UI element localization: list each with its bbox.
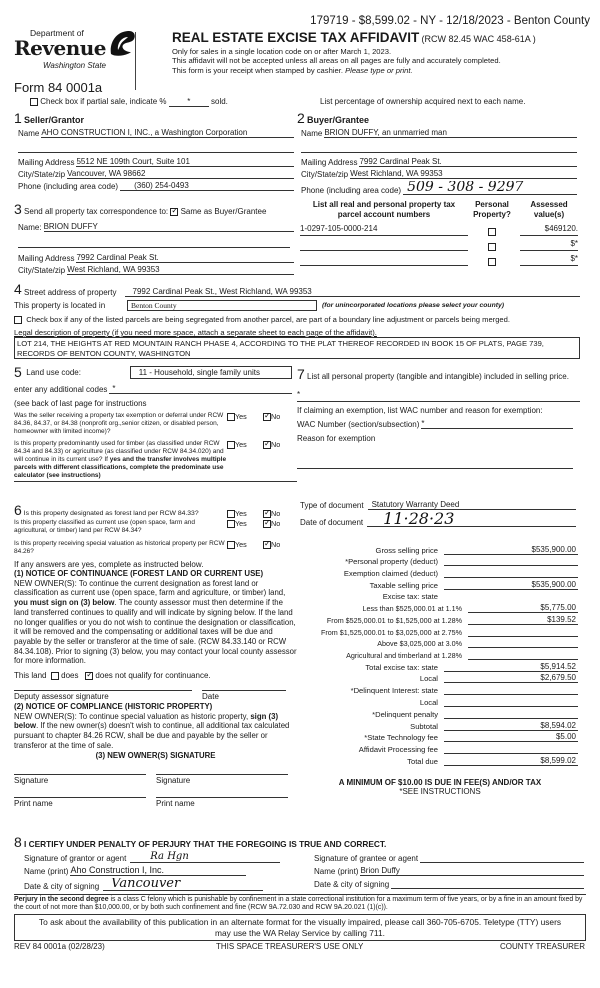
historic-question: Is this property receiving special valuation as historical property per RCW 84.26? <box>14 540 225 555</box>
land-use-select[interactable]: 11 - Household, single family units <box>130 366 292 379</box>
partial-sale-checkbox[interactable] <box>30 98 38 106</box>
grantee-name-label: Name (print) <box>314 867 359 876</box>
parcel-table <box>300 200 578 266</box>
section-1-number: 1 <box>14 110 22 126</box>
affidavit-processing-fee-7-label: Affidavit Processing fee <box>358 745 438 755</box>
gross-selling-price-value[interactable]: $535,900.00 <box>444 545 578 555</box>
county-treasurer: COUNTY TREASURER <box>499 942 585 951</box>
dor-swirl-logo-icon <box>107 28 137 58</box>
deputy-signature-line[interactable] <box>14 690 192 701</box>
bracket-1-row <box>300 602 580 614</box>
grantor-date-field[interactable]: Vancouver <box>103 878 263 891</box>
new-owner-signature-1[interactable] <box>14 774 146 785</box>
county-note: (for unincorporated locations please select your county) <box>322 302 505 309</box>
bracket-5-value[interactable] <box>468 650 578 660</box>
legal-description-label: Legal description of property (if you need more space, attach a separate sheet to each page of the affidavit). <box>14 328 377 337</box>
certification-section <box>14 834 584 891</box>
section-5-divider <box>14 481 297 482</box>
correspondence-name-field[interactable]: BRION DUFFY <box>44 222 294 232</box>
seller-city-label: City/State/zip <box>18 170 66 179</box>
total-excise-tax-state-0-label: Total excise tax: state <box>365 662 438 672</box>
form-revision: REV 84 0001a (02/28/23) <box>14 942 105 951</box>
gross-selling-price-label: Gross selling price <box>375 545 438 555</box>
forest-question: Is this property designated as forest land per RCW 84.33? <box>23 510 199 517</box>
section-3-number: 3 <box>14 201 22 217</box>
parcel-header: List all real and personal property tax parcel account numbers <box>312 200 456 219</box>
parcel-number-field[interactable] <box>300 254 468 266</box>
grantee-name-field[interactable]: Brion Duffy <box>360 866 584 876</box>
segregated-checkbox[interactable] <box>14 316 22 324</box>
personal-property-field[interactable]: * <box>297 390 580 402</box>
personal-property-label: List all personal property (tangible and intangible) included in selling price. <box>307 372 569 381</box>
exemption-no-label: No <box>271 412 281 421</box>
seller-city-field[interactable]: Vancouver, WA 98662 <box>67 169 294 179</box>
dor-logo <box>14 28 134 72</box>
segregated-label: Check box if any of the listed parcels are being segregated from another parcel, are part of a boundary line adjustment or parcels being merged. <box>26 315 510 324</box>
document-type-field[interactable]: Statutory Warranty Deed <box>368 500 576 510</box>
see-instructions-note: *SEE INSTRUCTIONS <box>399 787 481 796</box>
buyer-phone-field[interactable]: 509 - 308 - 9297 <box>403 181 577 195</box>
exemption-no-checkbox[interactable] <box>263 413 271 421</box>
buyer-heading: Buyer/Grantee <box>307 115 370 125</box>
forest-yes-checkbox[interactable] <box>227 510 235 518</box>
deputy-date-label: Date <box>202 692 219 702</box>
parcel-row <box>300 221 578 236</box>
street-address-label: Street address of property <box>24 288 117 297</box>
land-use-section <box>14 364 292 482</box>
affidavit-processing-fee-7-value[interactable] <box>444 744 578 754</box>
personal-property-cell <box>468 227 516 236</box>
total-excise-tax-state-0-value[interactable]: $5,914.52 <box>444 662 578 672</box>
grantor-signature-field[interactable]: Ra Hgn <box>130 851 280 863</box>
section-6-number: 6 <box>14 502 22 518</box>
parcel-row <box>300 251 578 266</box>
correspondence-name-label: Name: <box>18 223 42 232</box>
print-name-label-2: Print name <box>156 799 195 809</box>
section-5-number: 5 <box>14 364 22 380</box>
personal-property-deduct-label: *Personal property (deduct) <box>345 557 438 567</box>
correspondence-mailing-label: Mailing Address <box>18 254 75 263</box>
grantee-date-field[interactable] <box>391 879 584 889</box>
bracket-5-row <box>300 648 580 660</box>
accessibility-notice: To ask about the availability of this publication in an alternate format for the visually impaired, please call 360-705-6705. Teletype (TTY) users may use the WA Relay Service by calling 711. <box>14 914 586 941</box>
grantee-signature-field[interactable] <box>420 853 584 863</box>
total-due-8-row <box>300 754 580 766</box>
exemption-claimed-deduct-label: Exemption claimed (deduct) <box>343 569 438 579</box>
notice-compliance-text-b: . If the new owner(s) doesn't wish to continue, all additional tax calculated pursuant to chapter 84.26 RCW, shall be due and payable by the seller or transferor at the time of sale. <box>14 721 290 750</box>
current-use-question: Is this property classified as current use (open space, farm and agricultural, or timber) land per RCW 84.34? <box>14 519 196 534</box>
partial-sale-suffix: sold. <box>211 97 228 106</box>
notice-compliance-text <box>14 712 297 751</box>
grantor-signature-label: Signature of grantor or agent <box>24 854 127 863</box>
exemption-claimed-deduct-value[interactable] <box>444 568 578 578</box>
excise-tax-state-row <box>300 590 580 602</box>
gross-selling-price-row <box>300 543 580 555</box>
bracket-3-value[interactable] <box>468 627 578 637</box>
additional-codes-field[interactable]: * <box>109 384 292 394</box>
bracket-1-value[interactable]: $5,775.00 <box>468 603 578 613</box>
document-section <box>300 500 576 527</box>
seller-phone-field[interactable]: (360) 254-0493 <box>120 181 294 191</box>
historic-no-checkbox[interactable] <box>263 541 271 549</box>
delinquent-penalty-4-row <box>300 707 580 719</box>
perjury-bold: Perjury in the second degree <box>14 896 109 903</box>
total-due-8-value[interactable]: $8,599.02 <box>444 756 578 766</box>
certification-heading: I CERTIFY UNDER PENALTY OF PERJURY THAT THE FOREGOING IS TRUE AND CORRECT. <box>24 839 387 849</box>
parcel-number-field[interactable]: 1-0297-105-0000-214 <box>300 224 468 236</box>
bracket-4-label: Above $3,025,000 at 3.0% <box>377 639 462 649</box>
timber-question: Is this property predominantly used for timber (as classified under RCW 84.34 and 84.33) or agriculture (as classified under RCW 84.34.020) and will continue in its current use? If <box>14 440 224 463</box>
new-owner-print-name-2[interactable] <box>156 797 288 808</box>
see-back-note: (see back of last page for instructions <box>14 399 147 408</box>
logo-dept: Department of <box>30 28 84 38</box>
located-in-label: This property is located in <box>14 301 106 310</box>
personal-property-checkbox[interactable] <box>488 228 496 236</box>
correspondence-name-line-2[interactable] <box>18 232 290 248</box>
grantee-date-label: Date & city of signing <box>314 880 390 889</box>
notice-compliance-title: (2) NOTICE OF COMPLIANCE (HISTORIC PROPERTY) <box>14 702 213 712</box>
new-owner-signature-2[interactable] <box>156 774 288 785</box>
notice-continuance-text-a: NEW OWNER(S): To continue the current designation as forest land or classification as current use (open space, farm and agriculture, or timber) land, <box>14 578 286 598</box>
total-due-8-label: Total due <box>407 757 438 767</box>
taxable-selling-price-value[interactable]: $535,900.00 <box>444 580 578 590</box>
parcel-row <box>300 236 578 251</box>
assessed-value-field[interactable]: $469120. <box>520 224 578 236</box>
document-type-label: Type of document <box>300 501 364 510</box>
buyer-name-label: Name <box>301 129 323 138</box>
forest-no-label: No <box>271 508 281 518</box>
legal-description-field[interactable]: LOT 214, THE HEIGHTS AT RED MOUNTAIN RANCH PHASE 4, ACCORDING TO THE PLAT THEREOF RECORDED IN BOOK 15 OF PLATS, PAGE 739, RECORDS OF BENTON COUNTY, WASHINGTON <box>14 337 580 359</box>
notice-compliance-text-a: NEW OWNER(S): To continue special valuation as historic property, <box>14 711 249 721</box>
bracket-2-value[interactable]: $139.52 <box>468 615 578 625</box>
exemption-question: Was the seller receiving a property tax exemption or deferral under RCW 84.36, 84.37, or 84.38 (nonprofit org.,senior citizen, or disabled person, homeowner with limited income)? <box>14 412 224 435</box>
signature-label-2: Signature <box>156 776 191 786</box>
delinquent-penalty-4-label: *Delinquent penalty <box>372 709 438 719</box>
bracket-3-row <box>300 625 580 637</box>
personal-property-checkbox[interactable] <box>488 243 496 251</box>
personal-property-cell <box>468 257 516 266</box>
personal-property-cell <box>468 242 516 251</box>
document-date-label: Date of document <box>300 518 364 527</box>
current-use-yes-label: Yes <box>235 519 247 528</box>
buyer-phone-label: Phone (including area code) <box>301 186 402 195</box>
timber-no-label: No <box>271 440 281 449</box>
seller-mailing-label: Mailing Address <box>18 158 75 167</box>
assessed-value-field[interactable]: $* <box>520 239 578 251</box>
notice-continuance-text-b: . The county assessor must then determine if the land transferred continues to qualify and will indicate by signing below. If the land no longer qualifies or you do not wish to continue the designation or classification, it will be removed and the compensating or additional taxes will be due and payable by the seller or transferor at the time of sale. (RCW 84.33.140 or RCW 84.34.108). Prior to signing (3) below, you may contact your local county assessor for more information. <box>14 598 297 666</box>
excise-tax-state-value[interactable] <box>444 591 578 601</box>
delinquent-penalty-4-value[interactable] <box>444 709 578 719</box>
delinquent-interest-state-2-value[interactable] <box>444 685 578 695</box>
seller-name-label: Name <box>18 129 40 138</box>
parcel-number-field[interactable] <box>300 239 468 251</box>
tax-notes <box>300 778 580 796</box>
subtotal-5-value[interactable]: $8,594.02 <box>444 721 578 731</box>
notice-continuance-bold: you must sign on (3) below <box>14 598 115 608</box>
personal-property-deduct-row <box>300 555 580 567</box>
correspondence-city-field[interactable]: West Richland, WA 99353 <box>67 265 294 275</box>
local-3-value[interactable] <box>444 697 578 707</box>
additional-codes-label: enter any additional codes <box>14 385 108 394</box>
bracket-4-row <box>300 637 580 649</box>
ownership-note: List percentage of ownership acquired next to each name. <box>320 97 526 106</box>
taxable-selling-price-row <box>300 578 580 590</box>
bracket-1-label: Less than $525,000.01 at 1.1% <box>362 604 462 614</box>
seller-phone-label: Phone (including area code) <box>18 182 119 191</box>
document-date-field[interactable]: 11·28·23 <box>367 512 576 527</box>
section-8-number: 8 <box>14 834 22 850</box>
if-yes-note: If any answers are yes, complete as instructed below. <box>14 560 204 569</box>
correspondence-mailing-field[interactable]: 7992 Cardinal Peak St. <box>76 253 294 263</box>
seller-mailing-field[interactable]: 5512 NE 109th Court, Suite 101 <box>76 157 294 167</box>
instruction-line-2: This affidavit will not be accepted unless all areas on all pages are fully and accurately completed. <box>172 56 501 66</box>
section-2-number: 2 <box>297 110 305 126</box>
does-qualify-label: does <box>61 671 79 681</box>
timber-yes-checkbox[interactable] <box>227 441 235 449</box>
partial-sale-label: Check box if partial sale, indicate % <box>40 97 167 106</box>
new-owner-print-name-1[interactable] <box>14 797 146 808</box>
buyer-name-line-2[interactable] <box>301 138 577 153</box>
logo-state: Washington State <box>43 61 107 70</box>
recording-stamp: 179719 - $8,599.02 - NY - 12/18/2023 - Benton County <box>310 15 590 27</box>
header-divider <box>135 32 136 90</box>
personal-property-deduct-value[interactable] <box>444 556 578 566</box>
new-owner-signature-title: (3) NEW OWNER(S) SIGNATURE <box>95 750 216 760</box>
wac-number-label: WAC Number (section/subsection) <box>297 420 420 429</box>
exemption-yes-label: Yes <box>235 412 247 421</box>
same-as-buyer-checkbox[interactable] <box>170 208 178 216</box>
minimum-fee-note: A MINIMUM OF $10.00 IS DUE IN FEE(S) AND/OR TAX <box>338 778 542 787</box>
street-address-field[interactable]: 7992 Cardinal Peak St., West Richland, WA 99353 <box>125 287 580 297</box>
local-3-label: Local <box>419 698 438 708</box>
current-use-yes-checkbox[interactable] <box>227 520 235 528</box>
signature-label-1: Signature <box>14 776 49 786</box>
instruction-line-1: Only for sales in a single location code on or after March 1, 2023. <box>172 47 392 56</box>
perjury-notice <box>14 894 586 913</box>
county-select[interactable]: Benton County <box>127 300 317 311</box>
subtotal-5-row <box>300 719 580 731</box>
bracket-4-value[interactable] <box>468 638 578 648</box>
perjury-text: is a class C felony which is punishable by confinement in a state correctional institution for a maximum term of five years, or by a fine in an amount fixed by the court of not more than $10,000.00, or by both such confinement and fine (RCW 9A.72.030 and RCW 9A.20.021 (1)(c)). <box>14 896 583 912</box>
print-name-label-1: Print name <box>14 799 53 809</box>
personal-property-header: Personal Property? <box>473 200 511 219</box>
seller-name-line-2[interactable] <box>18 138 294 153</box>
state-technology-fee-6-value[interactable]: $5.00 <box>444 732 578 742</box>
seller-section <box>14 110 294 191</box>
historic-yes-checkbox[interactable] <box>227 541 235 549</box>
historic-yes-label: Yes <box>235 540 247 549</box>
does-not-qualify-checkbox[interactable] <box>85 672 93 680</box>
form-instructions <box>172 47 501 75</box>
does-not-qualify-label: does not qualify for continuance. <box>95 671 211 681</box>
state-technology-fee-6-label: *State Technology fee <box>364 733 438 743</box>
state-technology-fee-6-row <box>300 731 580 743</box>
form-title-ref: (RCW 82.45 WAC 458-61A ) <box>421 34 536 44</box>
this-land-label: This land <box>14 671 47 681</box>
current-use-no-checkbox[interactable] <box>263 520 271 528</box>
buyer-name-field[interactable]: BRION DUFFY, an unmarried man <box>324 128 577 138</box>
bracket-2-label: From $525,000.01 to $1,525,000 at 1.28% <box>326 615 462 625</box>
delinquent-interest-state-2-row <box>300 684 580 696</box>
current-use-no-label: No <box>271 519 281 528</box>
treasurer-use-only: THIS SPACE TREASURER'S USE ONLY <box>216 942 364 951</box>
buyer-section <box>297 110 577 195</box>
partial-sale-percent-field[interactable]: * <box>169 97 209 107</box>
taxable-selling-price-label: Taxable selling price <box>369 580 438 590</box>
correspondence-label: Send all property tax correspondence to: <box>24 207 169 216</box>
subtotal-5-label: Subtotal <box>410 721 438 731</box>
correspondence-city-label: City/State/zip <box>18 266 66 275</box>
seller-heading: Seller/Grantor <box>24 115 85 125</box>
correspondence-section <box>14 201 298 275</box>
logo-name: Revenue <box>14 36 106 60</box>
designation-section <box>14 502 297 808</box>
form-title-block <box>172 30 536 45</box>
seller-name-field[interactable]: AHO CONSTRUCTION I, INC., a Washington Corporation <box>41 128 294 138</box>
property-section <box>14 281 580 359</box>
local-1-value[interactable]: $2,679.50 <box>444 673 578 683</box>
form-number: Form 84 0001a <box>14 80 103 95</box>
section-7-number: 7 <box>297 366 305 382</box>
total-excise-tax-state-0-row <box>300 660 580 672</box>
buyer-mailing-label: Mailing Address <box>301 158 358 167</box>
deputy-signature-label: Deputy assessor signature <box>14 692 109 702</box>
timber-question-bold: yes and the transfer involves multiple parcels with different classifications, complete the predominate use calculator (see instructions) <box>14 456 227 479</box>
grantor-date-label: Date & city of signing <box>24 882 100 891</box>
bracket-5-label: Agricultural and timberland at 1.28% <box>346 650 462 660</box>
exemption-reason-field[interactable] <box>297 443 573 469</box>
wac-number-field[interactable]: * <box>421 419 573 429</box>
local-3-row <box>300 695 580 707</box>
local-1-row <box>300 672 580 684</box>
forest-no-checkbox[interactable] <box>263 510 271 518</box>
timber-yes-label: Yes <box>235 440 247 449</box>
grantor-name-field[interactable]: Aho Construction I, Inc. <box>70 865 246 876</box>
partial-sale-row <box>30 97 228 107</box>
section-4-number: 4 <box>14 281 22 297</box>
instruction-line-3: This form is your receipt when stamped by cashier. <box>172 65 343 75</box>
buyer-mailing-field[interactable]: 7992 Cardinal Peak St. <box>359 157 577 167</box>
bracket-3-label: From $1,525,000.01 to $3,025,000 at 2.75% <box>320 627 462 637</box>
bracket-2-row <box>300 613 580 625</box>
exemption-claim-label: If claiming an exemption, list WAC number and reason for exemption: <box>297 406 543 415</box>
forest-yes-label: Yes <box>235 508 247 518</box>
form-title: REAL ESTATE EXCISE TAX AFFIDAVIT <box>172 30 420 45</box>
excise-tax-state-label: Excise tax: state <box>382 592 438 602</box>
exemption-reason-label: Reason for exemption <box>297 434 376 443</box>
delinquent-interest-state-2-label: *Delinquent Interest: state <box>350 686 438 696</box>
exemption-claimed-deduct-row <box>300 566 580 578</box>
does-qualify-checkbox[interactable] <box>51 672 59 680</box>
affidavit-processing-fee-7-row <box>300 743 580 755</box>
land-use-label: Land use code: <box>26 367 81 377</box>
same-as-buyer-label: Same as Buyer/Grantee <box>180 207 267 216</box>
exemption-yes-checkbox[interactable] <box>227 413 235 421</box>
assessed-value-header: Assessed value(s) <box>530 200 568 219</box>
notice-continuance-text <box>14 579 297 666</box>
assessed-value-field[interactable]: $* <box>520 254 578 266</box>
timber-no-checkbox[interactable] <box>263 441 271 449</box>
grantee-signature-label: Signature of grantee or agent <box>314 854 419 863</box>
personal-property-checkbox[interactable] <box>488 258 496 266</box>
notice-compliance-bold: sign (3) below <box>14 711 279 731</box>
historic-no-label: No <box>271 540 281 549</box>
personal-property-section <box>297 366 580 469</box>
grantor-name-label: Name (print) <box>24 867 69 876</box>
instruction-line-3-italic: Please type or print. <box>345 65 413 75</box>
local-1-label: Local <box>419 674 438 684</box>
buyer-city-label: City/State/zip <box>301 170 349 179</box>
buyer-city-field[interactable]: West Richland, WA 99353 <box>350 169 577 179</box>
notice-continuance-title: (1) NOTICE OF CONTINUANCE (FOREST LAND OR CURRENT USE) <box>14 569 264 578</box>
deputy-date-line[interactable] <box>202 690 286 701</box>
